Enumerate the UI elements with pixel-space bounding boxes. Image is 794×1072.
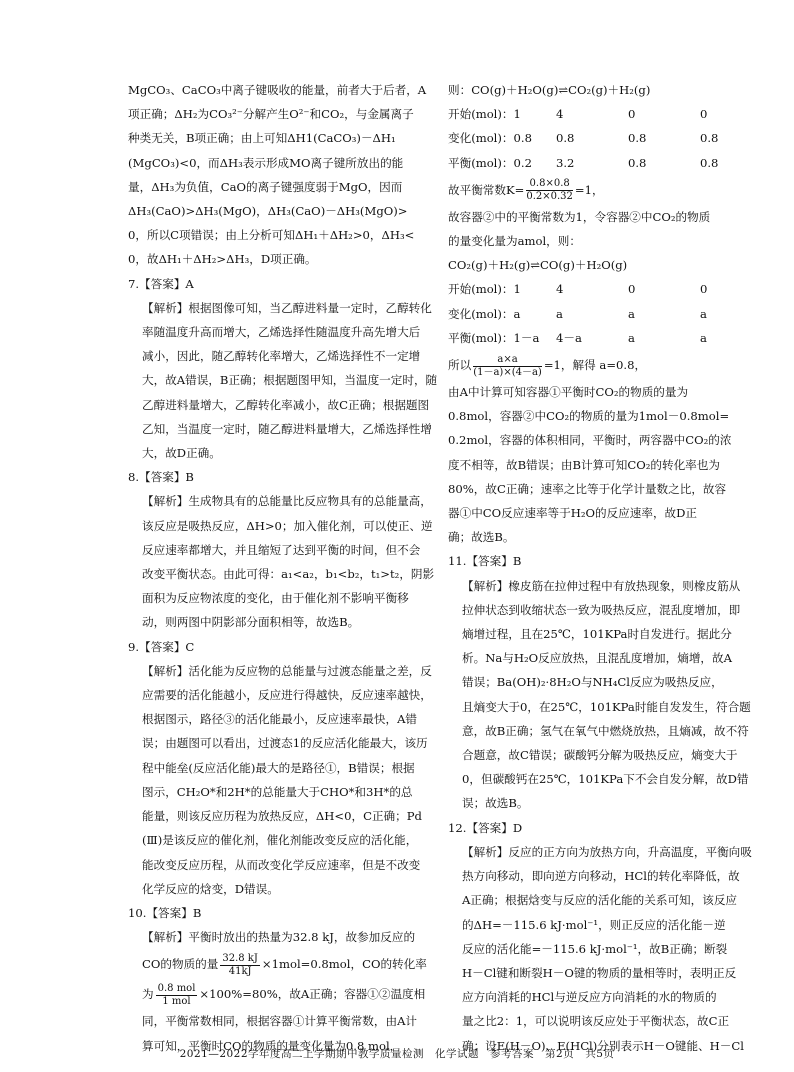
text-line: 【解析】根据图像可知，当乙醇进料量一定时，乙醇转化 — [142, 300, 432, 315]
text-line: 该反应是吸热反应，ΔH>0；加入催化剂，可以使正、逆 — [142, 518, 433, 533]
text-line: 大，故A错误，B正确；根据题图甲知，当温度一定时，随 — [142, 373, 438, 388]
ice-table-2 — [448, 277, 766, 350]
text-line: 改变平衡状态。由此可得：a₁<a₂，b₁<b₂，t₁>t₂，阴影 — [142, 567, 435, 582]
ice-table-1 — [448, 102, 766, 175]
text-line: 确；设E(H－O)、E(HCl)分别表示H－O键能、H－Cl — [462, 1038, 744, 1053]
text-line: 同，平衡常数相同，根据容器①计算平衡常数，由A计 — [142, 1014, 418, 1029]
text-line: H－Cl键和断裂H－O键的物质的量相等时，表明正反 — [462, 965, 737, 980]
text-fragment: ×100%=80%，故A正确；容器①②温度相 — [199, 987, 426, 1002]
text-line: A正确；根据焓变与反应的活化能的关系可知，该反应 — [462, 893, 738, 908]
q9-explanation — [128, 659, 446, 901]
text-line: 项正确；ΔH₂为CO₃²⁻分解产生O²⁻和CO₂，与金属离子 — [128, 107, 414, 122]
text-line: 0.8mol，容器②中CO₂的物质的量为1mol－0.8mol= — [448, 409, 730, 424]
text-line: 能量，则该反应历程为放热反应，ΔH<0，C正确；Pd — [142, 809, 422, 824]
text-line: 率随温度升高而增大，乙烯选择性随温度升高先增大后 — [142, 325, 421, 340]
fraction — [526, 178, 573, 203]
table-cell: 4 — [556, 107, 564, 122]
q10-explanation — [128, 925, 446, 1058]
q12-answer: 12.【答案】D — [448, 820, 523, 835]
equilibrium-equation-2: CO₂(g)＋H₂(g)⇌CO(g)＋H₂O(g) — [448, 258, 628, 273]
text-line: 的ΔH=－115.6 kJ·mol⁻¹，则正反应的活化能－逆 — [462, 917, 726, 932]
text-line: 应需要的活化能越小，反应进行得越快，反应速率越快， — [142, 688, 432, 703]
table-cell: 4 — [556, 282, 564, 297]
text-line: 错误；Ba(OH)₂·8H₂O与NH₄Cl反应为吸热反应， — [462, 675, 723, 690]
fraction — [220, 953, 260, 978]
text-fragment: CO的物质的量 — [142, 957, 219, 972]
table-cell: 0.8 — [628, 131, 647, 146]
table-row — [448, 302, 766, 326]
table-cell: 0 — [700, 107, 708, 122]
q11-answer: 11.【答案】B — [448, 554, 522, 569]
table-cell: 3.2 — [556, 155, 575, 170]
text-line: 熵增过程，且在25℃，101KPa时自发进行。据此分 — [462, 627, 732, 642]
q8-explanation — [128, 489, 446, 634]
text-line: 【解析】活化能为反应物的总能量与过渡态能量之差，反 — [142, 663, 432, 678]
text-line: 根据图示，路径③的活化能最小，反应速率最快，A错 — [142, 712, 418, 727]
fraction-denominator: 1 mol — [162, 995, 191, 1007]
fraction-numerator: 0.8 mol — [157, 982, 196, 994]
text-fragment: 故平衡常数K= — [448, 182, 525, 197]
text-line: 动，则两图中阴影部分面积相等，故选B。 — [142, 615, 360, 630]
text-line: 种类无关，B项正确；由上可知ΔH1(CaCO₃)－ΔH₁ — [128, 131, 396, 146]
text-line: 热方向移动，即向逆方向移动，HCl的转化率降低，故 — [462, 869, 740, 884]
text-line: (MgCO₃)<0，而ΔH₃表示形成MO离子键所放出的能 — [128, 155, 404, 170]
text-line: 【解析】橡皮筋在拉伸过程中有放热现象，则橡皮筋从 — [462, 578, 741, 593]
text-line: 化学反应的焓变，D错误。 — [142, 881, 279, 896]
equilibrium-constant-line — [448, 175, 766, 205]
table-cell: 0.8 — [556, 131, 575, 146]
text-line: 算可知，平衡时CO的物质的量变化量为0.8 mol， — [142, 1038, 402, 1053]
table-cell: 0.8 — [700, 131, 719, 146]
text-line: 大，故D正确。 — [142, 446, 221, 461]
equilibrium-equation-1: 则：CO(g)＋H₂O(g)⇌CO₂(g)＋H₂(g) — [448, 83, 651, 97]
text-line: 能改变反应历程，从而改变化学反应速率，但是不改变 — [142, 857, 421, 872]
table-cell: 平衡(mol)：0.2 — [448, 155, 532, 170]
text-line: 合题意，故C错误；碳酸钙分解为吸热反应，熵变大于 — [462, 748, 738, 763]
text-fragment: =1， — [574, 182, 604, 197]
text-line: 误；由题图可以看出，过渡态1的反应活化能最大，该历 — [142, 736, 428, 751]
text-line: 0，所以C项错误；由上分析可知ΔH₁＋ΔH₂>0，ΔH₃< — [128, 228, 415, 243]
text-line: 减小，因此，随乙醇转化率增大，乙烯选择性不一定增 — [142, 349, 421, 364]
text-line: 析。Na与H₂O反应放热，且混乱度增加，熵增，故A — [462, 651, 732, 666]
fraction-denominator: 41kJ — [228, 965, 252, 977]
text-line: 【解析】平衡时放出的热量为32.8 kJ，故参加反应的 — [142, 930, 416, 945]
table-cell: 开始(mol)：1 — [448, 282, 521, 297]
table-cell: 4－a — [556, 330, 582, 345]
text-line: 拉伸状态到收缩状态一致为吸热反应，混乱度增加，即 — [462, 602, 741, 617]
table-cell: 0 — [700, 282, 708, 297]
text-fragment: 为 — [142, 987, 154, 1002]
q6-continuation — [128, 78, 446, 272]
table-row — [448, 126, 766, 150]
table-cell: a — [628, 330, 635, 345]
q7-answer: 7.【答案】A — [128, 276, 194, 291]
text-line: 图示，CH₂O*和2H*的总能量大于CHO*和3H*的总 — [142, 784, 413, 799]
q12-explanation — [448, 840, 766, 1058]
table-cell: a — [556, 306, 563, 321]
fraction — [473, 354, 542, 379]
fraction-numerator: 32.8 kJ — [222, 952, 258, 964]
solve-line — [448, 350, 766, 380]
table-cell: a — [628, 306, 635, 321]
q11-explanation — [448, 574, 766, 816]
fraction — [156, 983, 198, 1008]
text-fragment: ×1mol=0.8mol，CO的转化率 — [261, 957, 427, 972]
text-line: 0，但碳酸钙在25℃，101KPa下不会自发分解，故D错 — [462, 772, 749, 787]
right-column — [448, 78, 766, 1058]
text-line: 故容器②中的平衡常数为1，令容器②中CO₂的物质 — [448, 209, 711, 224]
table-cell: 0.8 — [700, 155, 719, 170]
text-line: 反应的活化能=－115.6 kJ·mol⁻¹，故B正确；断裂 — [462, 941, 728, 956]
text-line: 乙知，当温度一定时，随乙醇进料量增大，乙烯选择性增 — [142, 421, 432, 436]
text-line: 度不相等，故B错误；由B计算可知CO₂的转化率也为 — [448, 457, 720, 472]
text-line-with-fraction — [142, 979, 446, 1009]
q10-answer: 10.【答案】B — [128, 905, 202, 920]
table-cell: 变化(mol)：a — [448, 306, 521, 321]
text-line: MgCO₃、CaCO₃中离子键吸收的能量，前者大于后者，A — [128, 83, 427, 97]
table-cell: 变化(mol)：0.8 — [448, 131, 532, 146]
table-cell: 平衡(mol)：1－a — [448, 330, 540, 345]
text-line: ΔH₃(CaO)>ΔH₃(MgO)，ΔH₃(CaO)－ΔH₃(MgO)> — [128, 204, 408, 219]
text-line: 0.2mol，容器的体积相同，平衡时，两容器中CO₂的浓 — [448, 433, 732, 448]
table-cell: a — [700, 330, 707, 345]
text-line: 反应速率都增大，并且缩短了达到平衡的时间，但不会 — [142, 542, 421, 557]
text-line: 应方向消耗的HCl与逆反应方向消耗的水的物质的 — [462, 990, 717, 1005]
table-row — [448, 102, 766, 126]
text-line: 【解析】反应的正方向为放热方向，升高温度，平衡向吸 — [462, 844, 752, 859]
left-column — [128, 78, 446, 1058]
text-fragment: 所以 — [448, 358, 472, 373]
text-line: 面积为反应物浓度的变化，由于催化剂不影响平衡移 — [142, 591, 409, 606]
text-line: 器①中CO反应速率等于H₂O的反应速率，故D正 — [448, 506, 698, 521]
text-line: 乙醇进料量增大，乙醇转化率减小，故C正确；根据题图 — [142, 397, 430, 412]
text-line: 量，ΔH₃为负值，CaO的离子键强度弱于MgO，因而 — [128, 179, 403, 194]
text-line: 意，故B正确；氢气在氧气中燃烧放热，且熵减，故不符 — [462, 723, 749, 738]
text-line: 【解析】生成物具有的总能量比反应物具有的总能量高， — [142, 494, 432, 509]
q9-answer: 9.【答案】C — [128, 639, 195, 654]
text-line: 量之比2：1，可以说明该反应处于平衡状态，故C正 — [462, 1014, 730, 1029]
text-line: (Ⅲ)是该反应的催化剂，催化剂能改变反应的活化能， — [142, 833, 418, 848]
table-row — [448, 277, 766, 301]
fraction-denominator: 0.2×0.32 — [526, 191, 573, 203]
text-fragment: =1，解得 a=0.8， — [543, 358, 647, 373]
q10-conclusion — [448, 380, 766, 549]
fraction-numerator: a×a — [473, 354, 542, 367]
table-cell: 开始(mol)：1 — [448, 107, 521, 122]
text-line: 误；故选B。 — [462, 796, 529, 811]
q7-explanation — [128, 296, 446, 465]
q8-answer: 8.【答案】B — [128, 470, 194, 485]
table-cell: 0.8 — [628, 155, 647, 170]
text-line: 且熵变大于0，在25℃，101KPa时能自发发生，符合题 — [462, 699, 751, 714]
table-row — [448, 326, 766, 350]
text-line: 80%，故C正确；速率之比等于化学计量数之比，故容 — [448, 481, 727, 496]
table-cell: 0 — [628, 107, 636, 122]
table-cell: 0 — [628, 282, 636, 297]
page-footer: 2021—2022学年度高二上学期期中教学质量检测 化学试题 参考答案 第2页 共5页 — [179, 1048, 615, 1060]
text-line: 确；故选B。 — [448, 530, 515, 545]
table-row — [448, 151, 766, 175]
fraction-denominator: (1－a)×(4－a) — [473, 366, 542, 378]
text-line: 0，故ΔH₁＋ΔH₂>ΔH₃，D项正确。 — [128, 252, 317, 267]
table-cell: a — [700, 306, 707, 321]
text-line: 程中能垒(反应活化能)最大的是路径①，B错误；根据 — [142, 760, 415, 775]
fraction-numerator: 0.8×0.8 — [526, 178, 573, 191]
text-line: 的量变化量为amol，则： — [448, 234, 581, 249]
text-line: 由A中计算可知容器①平衡时CO₂的物质的量为 — [448, 385, 689, 400]
text-line-with-fraction — [142, 949, 446, 979]
